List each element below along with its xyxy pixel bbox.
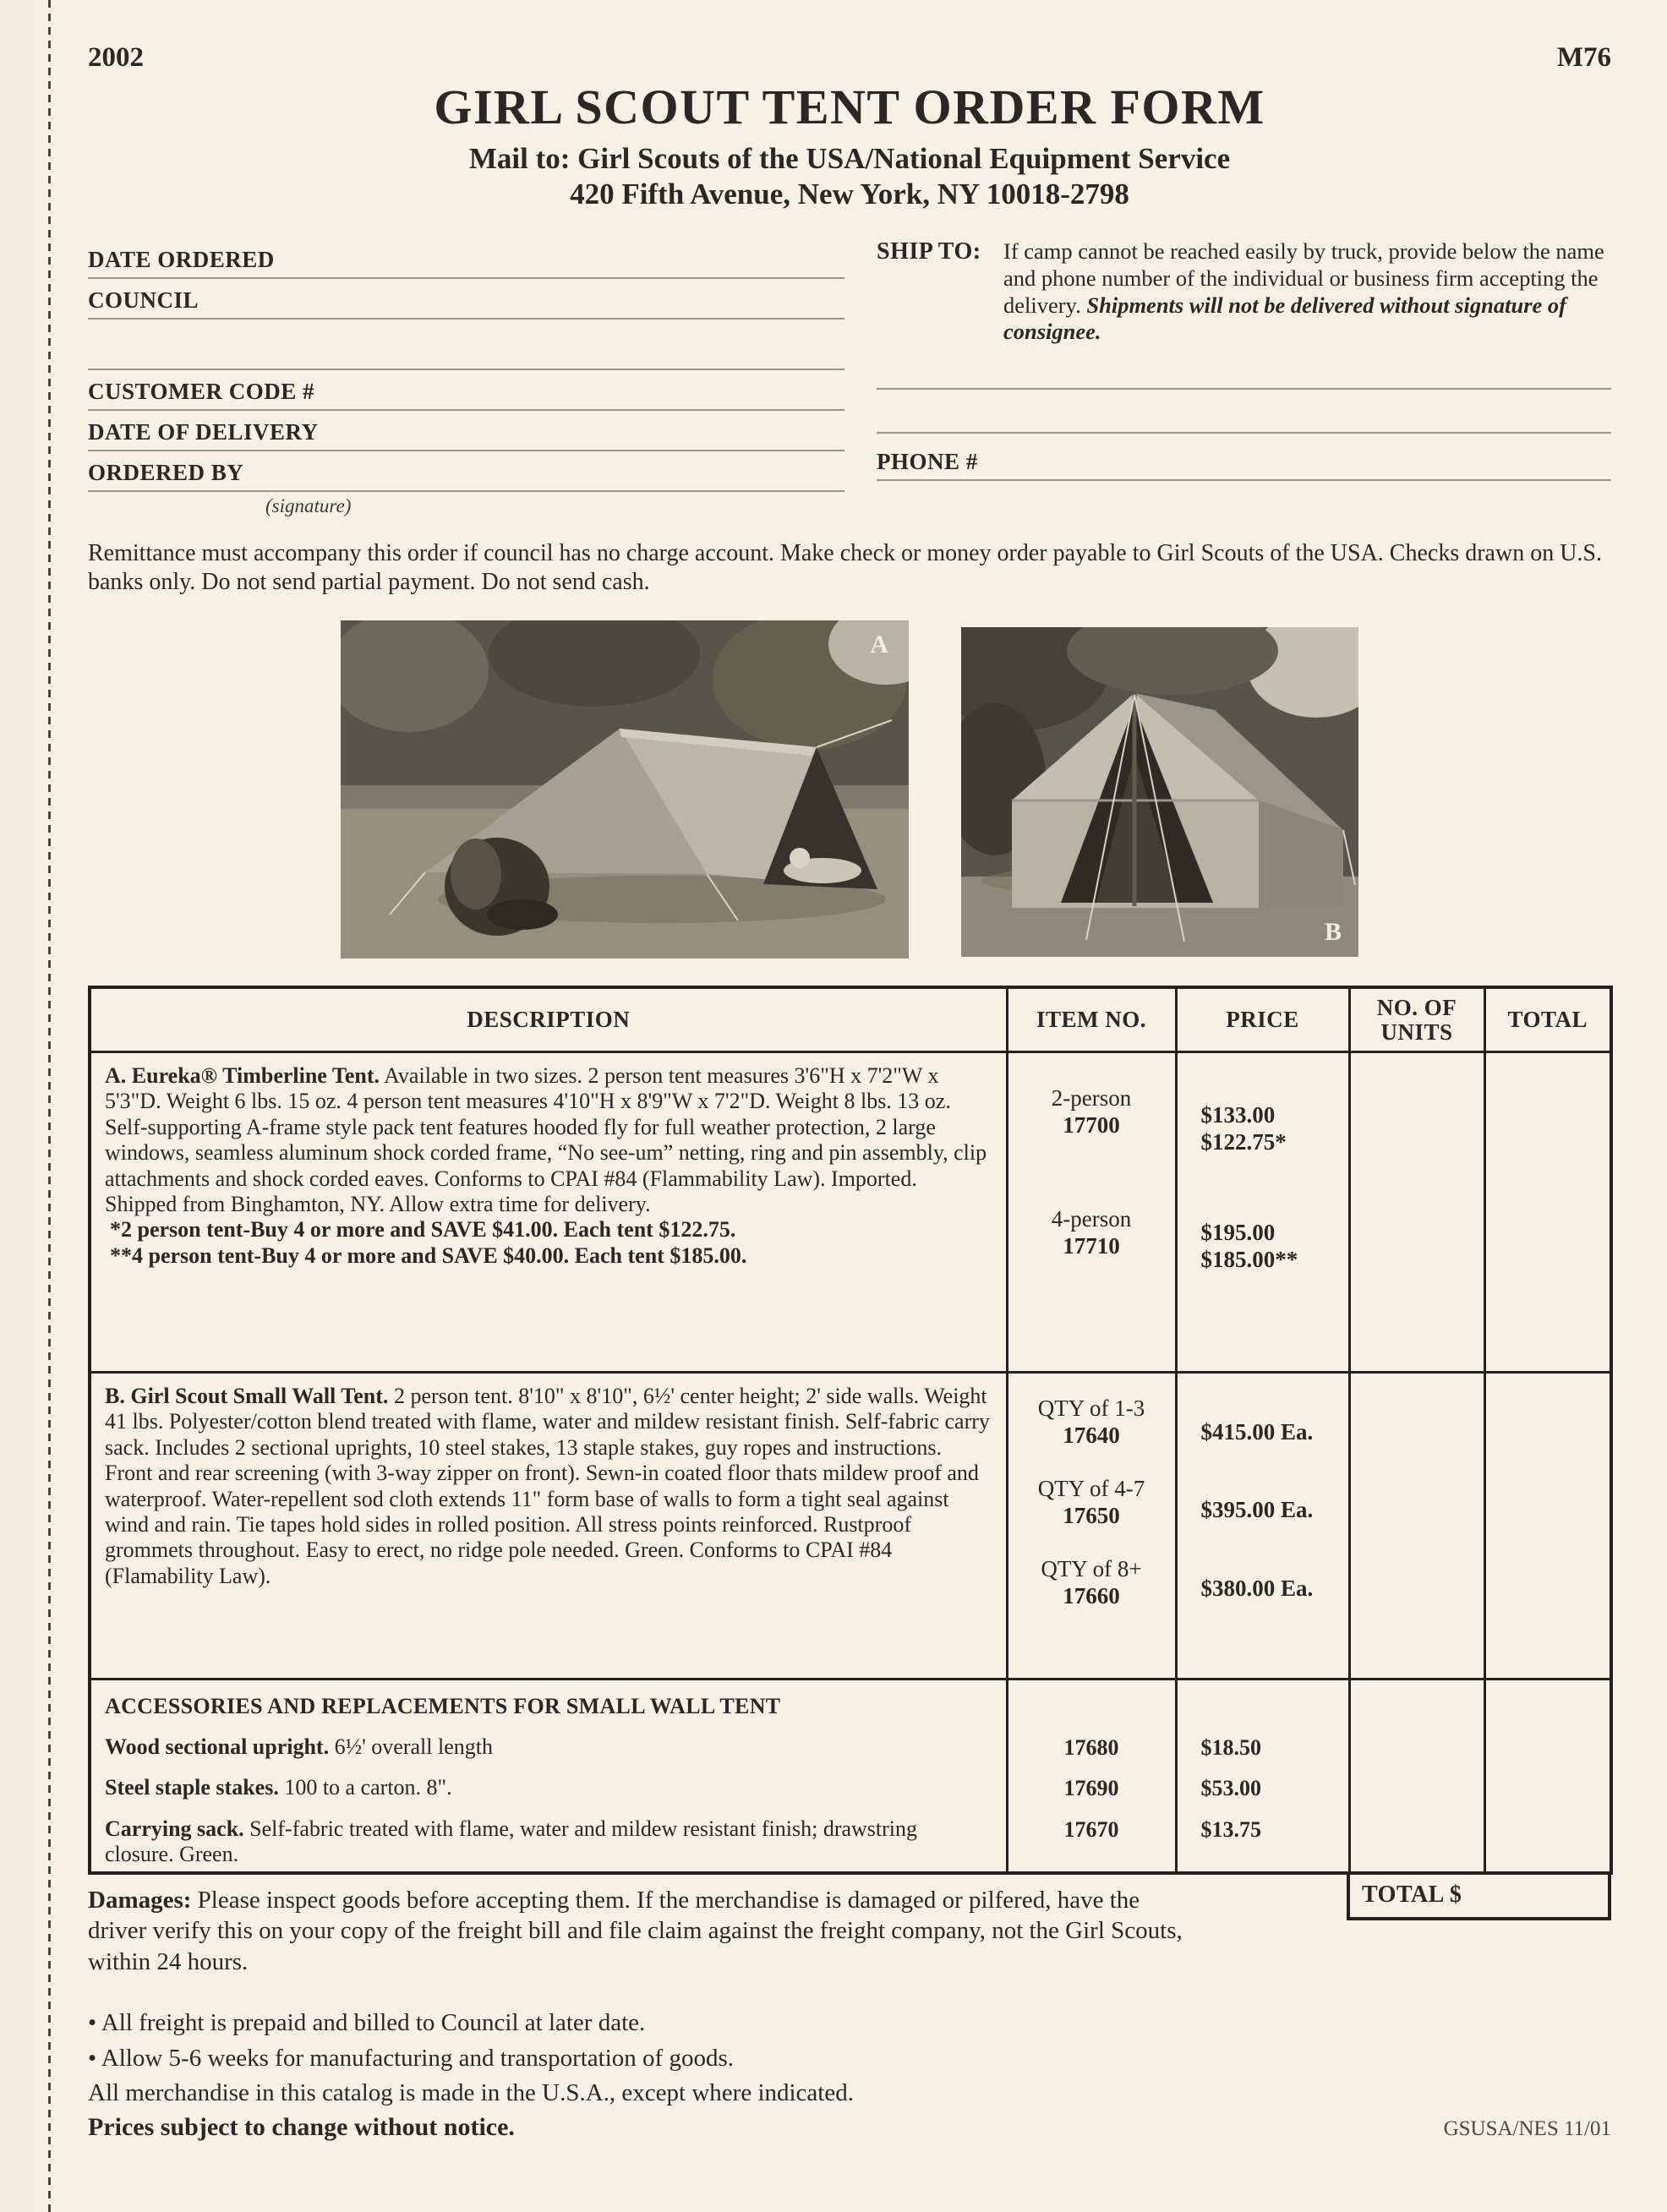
col-price: PRICE <box>1176 987 1349 1051</box>
damages-lead: Damages: <box>88 1886 192 1914</box>
timberline-note-1: *2 person tent-Buy 4 or more and SAVE $41.00. Each tent $122.75. <box>110 1217 736 1243</box>
price: $53.00 <box>1200 1776 1261 1801</box>
option-item-no: 17700 <box>1063 1112 1120 1139</box>
field-phone <box>877 434 1611 481</box>
price-tier: $415.00 Ea. <box>1200 1419 1314 1445</box>
option-item-no: 17710 <box>1063 1233 1120 1259</box>
accessory-description <box>90 1723 1007 1763</box>
empty-cell <box>1007 1679 1176 1723</box>
price-discount: $122.75* <box>1200 1129 1287 1155</box>
item-option <box>1009 1084 1174 1139</box>
item-option <box>1009 1205 1174 1260</box>
accessory-body: 6½' overall length <box>334 1734 493 1759</box>
price-tier: $380.00 Ea. <box>1200 1575 1314 1601</box>
wall-tent-illustration <box>961 627 1358 957</box>
photo-label-a: A <box>870 631 888 659</box>
accessories-header-row <box>90 1679 1611 1723</box>
date-ordered-label: DATE ORDERED <box>88 247 275 272</box>
timberline-prices <box>1176 1052 1349 1373</box>
field-date-ordered <box>88 238 844 279</box>
wall-tent-total-cell <box>1484 1373 1611 1679</box>
accessory-description <box>90 1763 1007 1804</box>
remittance-note: Remittance must accompany this order if council has no charge account. Make check or money order payable to Girl Scouts of the USA. Checks drawn on U.S. banks only. Do not send partial payment. Do not send cash. <box>88 540 1602 596</box>
grand-total-label: TOTAL $ <box>1362 1881 1462 1908</box>
timberline-item-numbers <box>1007 1052 1176 1373</box>
col-total: TOTAL <box>1484 987 1611 1051</box>
field-ship-to-line-1 <box>877 346 1611 390</box>
item-option <box>1009 1475 1174 1530</box>
accessory-total-cell <box>1484 1763 1611 1804</box>
price-tier: $395.00 Ea. <box>1200 1497 1314 1523</box>
wall-tent-name: B. Girl Scout Small Wall Tent. <box>105 1384 389 1408</box>
option-item-no: 17650 <box>1063 1503 1120 1529</box>
address-line: 420 Fifth Avenue, New York, NY 10018-2798 <box>570 178 1129 210</box>
ship-to-label: SHIP TO: <box>877 238 981 265</box>
option-size: 4-person <box>1051 1205 1132 1232</box>
accessory-price <box>1176 1763 1349 1804</box>
photo-label-b: B <box>1324 918 1342 947</box>
prices-subject-note: Prices subject to change without notice. <box>88 2112 515 2141</box>
page-title: GIRL SCOUT TENT ORDER FORM <box>434 79 1265 134</box>
empty-cell <box>1484 1679 1611 1723</box>
accessories-title: ACCESSORIES AND REPLACEMENTS FOR SMALL WALL TENT <box>90 1679 1007 1723</box>
freight-bullet: • All freight is prepaid and billed to Council at later date. <box>88 2009 646 2037</box>
option-qty: QTY of 4-7 <box>1037 1475 1145 1501</box>
accessory-row-upright <box>90 1723 1611 1763</box>
accessory-name: Wood sectional upright. <box>105 1734 330 1759</box>
item-no: 17690 <box>1063 1776 1119 1801</box>
ship-to-text <box>1003 238 1611 346</box>
grand-total-box <box>1347 1875 1611 1920</box>
accessory-item-no <box>1007 1805 1176 1873</box>
empty-cell <box>1176 1679 1349 1723</box>
timberline-note-2: **4 person tent-Buy 4 or more and SAVE $40.00. Each tent $185.00. <box>110 1243 747 1268</box>
signature-note: (signature) <box>265 495 352 516</box>
price-discount: $185.00** <box>1200 1247 1298 1273</box>
accessory-price <box>1176 1723 1349 1763</box>
option-qty: QTY of 8+ <box>1041 1555 1142 1581</box>
damages-body: Please inspect goods before accepting them. If the merchandise is damaged or pilfered, have the driver verify this on your copy of the freight bill and file claim against the freight company, not the Girl Scouts, within 24 hours. <box>88 1886 1183 1976</box>
tent-photo-timberline <box>341 620 909 959</box>
lead-time-bullet: • Allow 5-6 weeks for manufacturing and transportation of goods. <box>88 2045 734 2073</box>
item-no: 17670 <box>1063 1816 1119 1842</box>
made-in-usa-note: All merchandise in this catalog is made in the U.S.A., except where indicated. <box>88 2078 854 2106</box>
table-header-row <box>90 987 1611 1051</box>
price-regular: $133.00 <box>1200 1102 1276 1128</box>
col-item-no: ITEM NO. <box>1007 987 1176 1051</box>
accessory-name: Steel staple stakes. <box>105 1775 279 1800</box>
accessory-total-cell <box>1484 1805 1611 1873</box>
option-item-no: 17660 <box>1063 1582 1120 1608</box>
form-right-column <box>877 238 1611 517</box>
form-code: M76 <box>1556 42 1611 73</box>
document-code: GSUSA/NES 11/01 <box>1443 2116 1611 2140</box>
ship-to-block <box>877 238 1611 346</box>
price-regular: $195.00 <box>1200 1219 1276 1245</box>
price-option <box>1201 1219 1347 1274</box>
wall-tent-prices <box>1176 1373 1349 1679</box>
field-council-extra <box>88 330 844 370</box>
footer-row <box>88 2113 1611 2142</box>
wall-tent-item-numbers <box>1007 1373 1176 1679</box>
accessory-price <box>1176 1805 1349 1873</box>
field-date-of-delivery <box>88 411 844 451</box>
table-row-timberline <box>90 1052 1611 1373</box>
accessory-units-cell <box>1349 1805 1484 1873</box>
timberline-units-cell <box>1349 1052 1484 1373</box>
timberline-name: A. Eureka® Timberline Tent. <box>105 1063 380 1088</box>
accessory-name: Carrying sack. <box>105 1816 244 1841</box>
order-info-section <box>88 238 1611 517</box>
option-item-no: 17640 <box>1063 1423 1120 1449</box>
ordered-by-label: ORDERED BY <box>88 460 244 485</box>
date-of-delivery-label: DATE OF DELIVERY <box>88 419 319 445</box>
price: $18.50 <box>1200 1735 1261 1760</box>
top-row <box>88 42 1611 74</box>
wall-tent-body: 2 person tent. 8'10" x 8'10", 6½' center height; 2' side walls. Weight 41 lbs. Polyester/cotton blend treated with flame, water and mildew resistant finish. Self-fabric carry sack. Includes 2 sectional uprights, 10 steel stakes, 13 staple stakes, guy ropes and instructions. Front and rear screening (with 3-way zipper on front). Sewn-in coated floor thats mildew proof and waterproof. Water-repellent sod cloth extends 11" form base of walls to form a tight seal against wind and rain. Tie tapes hold sides in rolled position. All stress points reinforced. Rustproof grommets throughout. Easy to erect, no ridge pole needed. Green. Conforms to CPAI #84 (Flamability Law). <box>105 1384 990 1588</box>
accessory-units-cell <box>1349 1723 1484 1763</box>
option-size: 2-person <box>1051 1085 1132 1111</box>
field-ordered-by <box>88 451 844 492</box>
council-label: COUNCIL <box>88 287 199 313</box>
col-description: DESCRIPTION <box>90 987 1007 1051</box>
field-council <box>88 279 844 320</box>
tent-photo-wall <box>961 627 1358 957</box>
below-table-area <box>88 1875 1611 2002</box>
field-ship-to-line-2 <box>877 390 1611 434</box>
accessory-body: 100 to a carton. 8". <box>284 1775 452 1800</box>
item-no: 17680 <box>1063 1735 1119 1760</box>
timberline-description <box>90 1052 1007 1373</box>
timberline-body: Available in two sizes. 2 person tent measures 3'6"H x 7'2"W x 5'3"D. Weight 6 lbs. 15 oz. 4 person tent measures 4'10"H x 8'9"W x 7'2"D. Weight 8 lbs. 13 oz. Self-supporting A-frame style pack tent features hooded fly for full weather protection, 2 large windows, seamless aluminum shock corded frame, “No see-um” netting, ring and pin assembly, clip attachments and shock corded eaves. Conforms to CPAI #84 (Flammability Law). Imported. Shipped from Binghamton, NY. Allow extra time for delivery. <box>105 1063 987 1217</box>
form-left-column <box>88 238 844 517</box>
customer-code-label: CUSTOMER CODE # <box>88 379 315 404</box>
year-label: 2002 <box>88 42 144 73</box>
option-qty: QTY of 1-3 <box>1037 1395 1145 1421</box>
accessory-item-no <box>1007 1723 1176 1763</box>
wall-tent-description <box>90 1373 1007 1679</box>
damages-note <box>88 1885 1195 1978</box>
col-units: NO. OF UNITS <box>1349 987 1484 1051</box>
ship-to-bold-note: Shipments will not be delivered without signature of consignee. <box>1003 292 1566 345</box>
price: $13.75 <box>1200 1816 1261 1842</box>
ship-to-instructions: If camp cannot be reached easily by truck, provide below the name and phone number of the individual or business firm accepting the delivery. <box>1003 238 1604 318</box>
accessory-body: Self-fabric treated with flame, water and mildew resistant finish; drawstring closure. Green. <box>105 1816 918 1867</box>
mail-to-line: Mail to: Girl Scouts of the USA/National Equipment Service <box>468 142 1231 175</box>
accessory-description <box>90 1805 1007 1873</box>
accessory-row-sack <box>90 1805 1611 1873</box>
timberline-tent-illustration <box>341 620 909 959</box>
timberline-total-cell <box>1484 1052 1611 1373</box>
accessory-item-no <box>1007 1763 1176 1804</box>
price-option <box>1201 1101 1347 1156</box>
accessory-units-cell <box>1349 1763 1484 1804</box>
item-option <box>1009 1555 1174 1610</box>
empty-cell <box>1349 1679 1484 1723</box>
field-customer-code <box>88 370 844 411</box>
tent-photos <box>88 620 1611 959</box>
phone-label: PHONE # <box>877 449 978 475</box>
table-row-wall-tent <box>90 1373 1611 1679</box>
wall-tent-units-cell <box>1349 1373 1484 1679</box>
order-table <box>88 986 1613 1874</box>
accessory-total-cell <box>1484 1723 1611 1763</box>
accessory-row-stakes <box>90 1763 1611 1804</box>
item-option <box>1009 1395 1174 1450</box>
